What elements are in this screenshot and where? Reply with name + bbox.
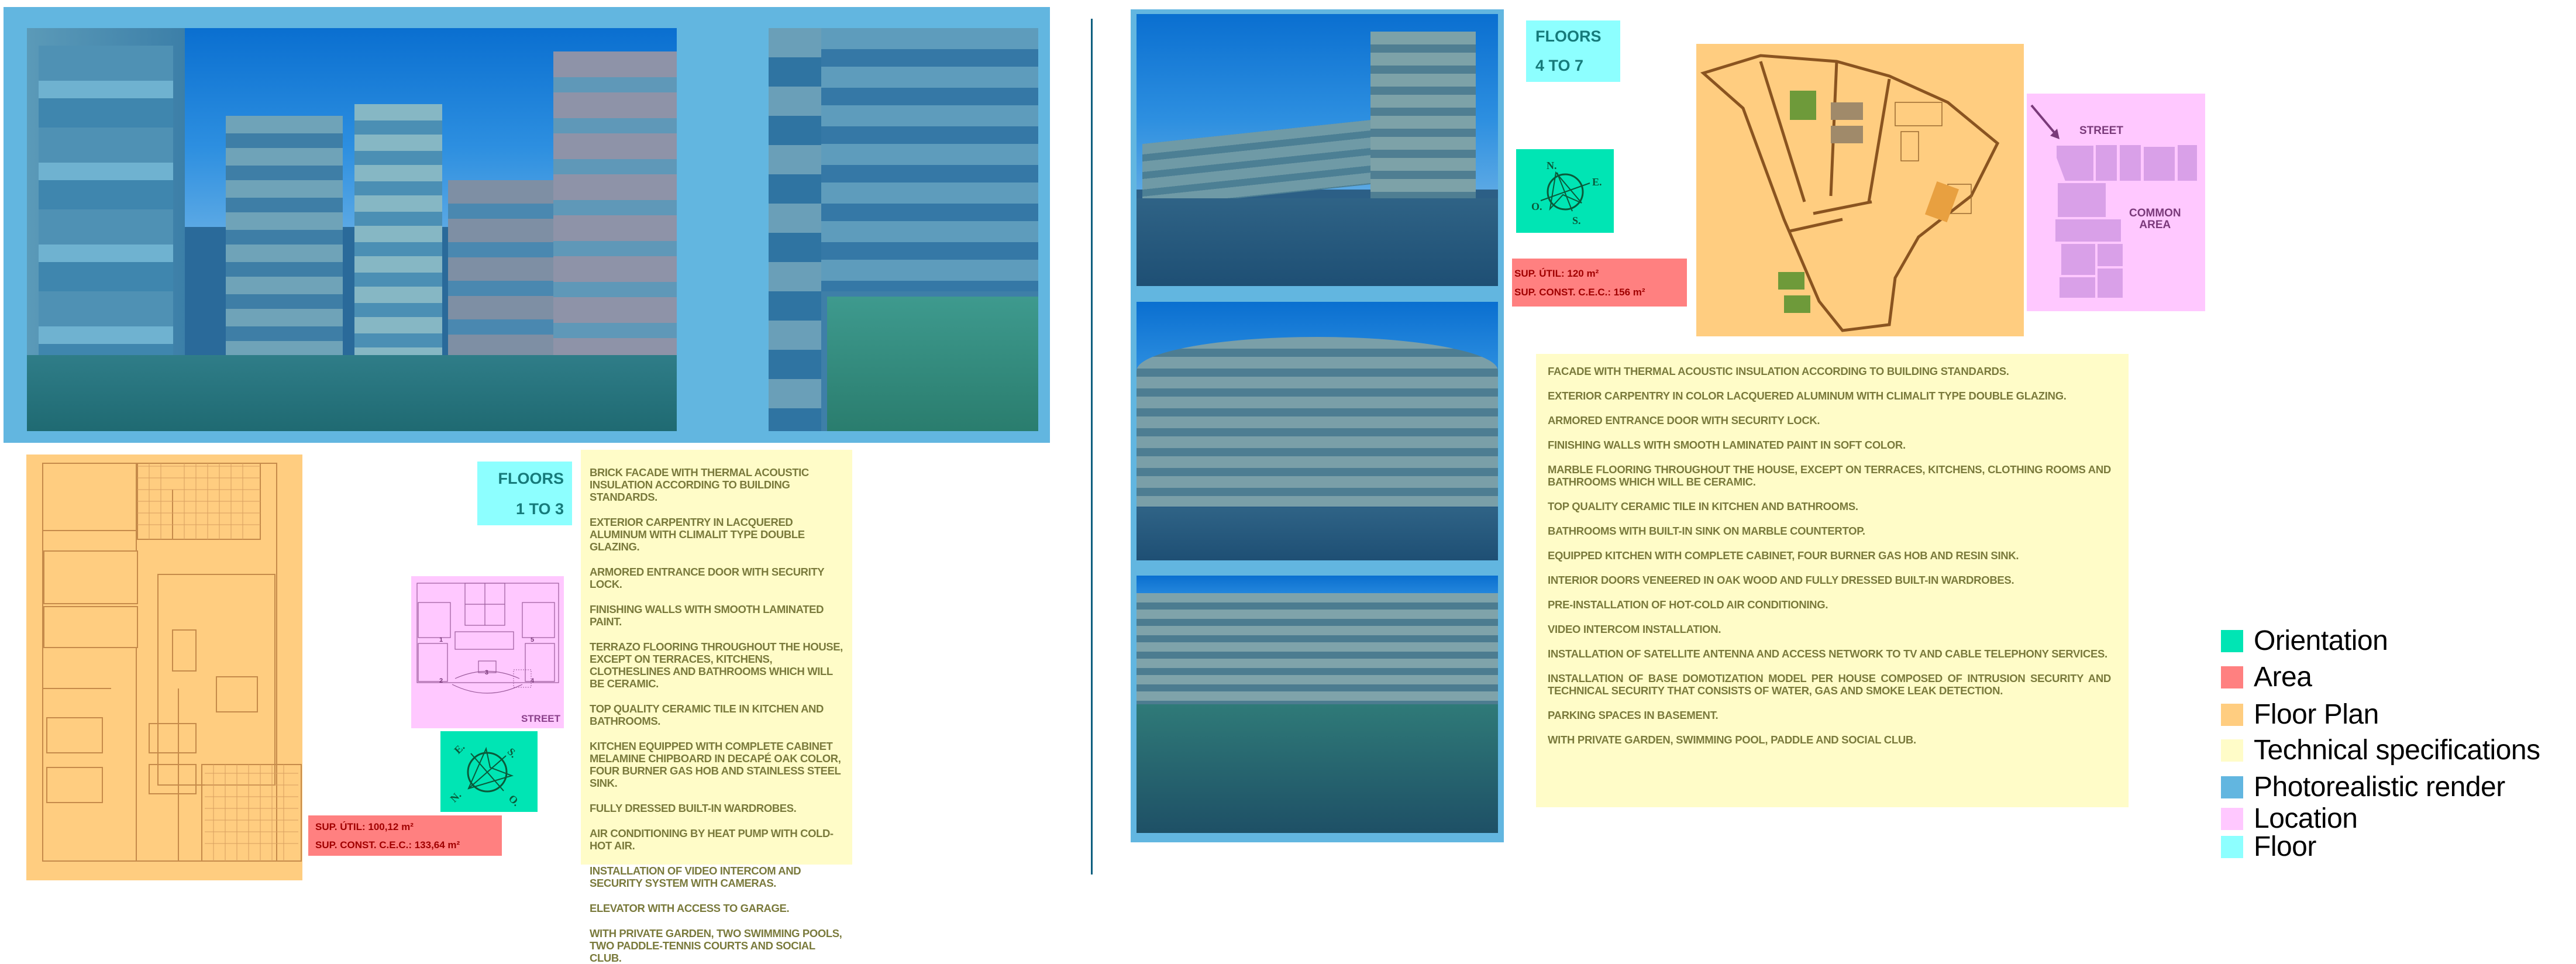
legend-label: Photorealistic render [2254, 772, 2505, 803]
floor-plan-drawing [1696, 44, 2024, 336]
legend-swatch-location [2221, 808, 2243, 830]
compass-label-o: O. [1531, 201, 1542, 212]
legend-label: Location [2254, 803, 2358, 834]
compass-rose-icon [440, 731, 538, 812]
spec-item: TOP QUALITY CERAMIC TILE IN KITCHEN AND BATHROOMS. [590, 703, 824, 727]
useful-area: SUP. ÚTIL: 100,12 m² [315, 821, 414, 832]
spec-item: PARKING SPACES IN BASEMENT. [1548, 709, 1719, 721]
common-area-line2: AREA [2139, 219, 2171, 231]
courtyard-render-image [27, 28, 677, 431]
block-number-4: 4 [531, 677, 535, 684]
floor-label-range: 4 TO 7 [1535, 57, 1584, 74]
spec-item: WITH PRIVATE GARDEN, TWO SWIMMING POOLS, TWO PADDLE-TENNIS COURTS AND SOCIAL CLUB. [590, 927, 842, 964]
area-box-floors-4-7 [1512, 259, 1687, 307]
spec-item: INSTALLATION OF BASE DOMOTIZATION MODEL PER HOUSE COMPOSED OF INTRUSION SECURITY AND TECHNICAL SECURITY THAT CONSISTS OF WATER, GAS AND SMOKE LEAK DETECTION. [1548, 672, 2111, 697]
spec-item: EQUIPPED KITCHEN WITH COMPLETE CABINET, FOUR BURNER GAS HOB AND RESIN SINK. [1548, 549, 2019, 562]
compass-label-s: S. [505, 745, 520, 760]
legend-item-location [2221, 803, 2357, 835]
legend-label: Technical specifications [2254, 735, 2540, 766]
spec-item: VIDEO INTERCOM INSTALLATION. [1548, 623, 1721, 635]
useful-area: SUP. ÚTIL: 120 m² [1514, 268, 1599, 279]
built-area: SUP. CONST. C.E.C.: 156 m² [1514, 287, 1645, 298]
floor-plan-floors-4-7 [1696, 44, 2024, 336]
legend-item-technical-specifications [2221, 734, 2540, 766]
spec-item: TERRAZO FLOORING THROUGHOUT THE HOUSE, EXCEPT ON TERRACES, KITCHENS, CLOTHESLINES AND BATHROOMS WHICH WILL BE CERAMIC. [590, 641, 843, 690]
spec-item: FACADE WITH THERMAL ACOUSTIC INSULATION ACCORDING TO BUILDING STANDARDS. [1548, 365, 2009, 377]
floor-label-range: 1 TO 3 [515, 500, 564, 518]
legend-item-floor-plan [2221, 698, 2379, 731]
legend-item-orientation [2221, 625, 2388, 657]
spec-item: AIR CONDITIONING BY HEAT PUMP WITH COLD-HOT AIR. [590, 827, 834, 852]
legend-label: Floor Plan [2254, 699, 2379, 730]
floor-label-1-3 [477, 462, 572, 525]
legend-swatch-area [2221, 666, 2243, 688]
legend-label: Area [2254, 662, 2312, 693]
spec-item: INSTALLATION OF SATELLITE ANTENNA AND ACCESS NETWORK TO TV AND CABLE TELEPHONY SERVICES. [1548, 648, 2107, 660]
pool-render-image [769, 28, 1038, 431]
block-number-5: 5 [531, 636, 535, 643]
orientation-compass-floors-1-3 [440, 731, 538, 812]
area-box-floors-1-3 [308, 815, 502, 856]
left-render-panel [4, 7, 1050, 443]
spec-item: PRE-INSTALLATION OF HOT-COLD AIR CONDITIONING. [1548, 598, 1828, 611]
street-arrow-icon [2031, 105, 2056, 135]
compass-label-n: N. [1547, 160, 1557, 171]
built-area: SUP. CONST. C.E.C.: 133,64 m² [315, 839, 460, 851]
right-render-panel [1131, 9, 1504, 842]
compass-rose-icon [1516, 149, 1614, 233]
floor-label-title: FLOORS [1535, 27, 1602, 45]
street-label: STREET [521, 713, 560, 724]
spec-item: EXTERIOR CARPENTRY IN COLOR LACQUERED ALUMINUM WITH CLIMALIT TYPE DOUBLE GLAZING. [1548, 390, 2067, 402]
spec-item: WITH PRIVATE GARDEN, SWIMMING POOL, PADDLE AND SOCIAL CLUB. [1548, 734, 1916, 746]
technical-specifications-floors-4-7 [1536, 354, 2129, 807]
compass-label-e: E. [452, 741, 467, 756]
spec-item: BRICK FACADE WITH THERMAL ACOUSTIC INSULATION ACCORDING TO BUILDING STANDARDS. [590, 466, 809, 503]
common-area-label [2129, 208, 2181, 231]
sheet-divider [1091, 19, 1093, 875]
floor-label-title: FLOORS [498, 470, 564, 487]
spec-item: INSTALLATION OF VIDEO INTERCOM AND SECURITY SYSTEM WITH CAMERAS. [590, 865, 801, 889]
legend-swatch-orientation [2221, 630, 2243, 652]
spec-item: FINISHING WALLS WITH SMOOTH LAMINATED PAINT IN SOFT COLOR. [1548, 439, 1906, 451]
spec-item: MARBLE FLOORING THROUGHOUT THE HOUSE, EXCEPT ON TERRACES, KITCHENS, CLOTHING ROOMS AND BATHROOMS WHICH WILL BE CERAMIC. [1548, 463, 2111, 488]
legend-item-photorealistic-render [2221, 771, 2505, 803]
spec-item: TOP QUALITY CERAMIC TILE IN KITCHEN AND BATHROOMS. [1548, 500, 1858, 512]
spec-item: ELEVATOR WITH ACCESS TO GARAGE. [590, 902, 790, 914]
compass-label-n: N. [447, 789, 464, 805]
street-corner-render-image [1137, 14, 1498, 286]
spec-item: KITCHEN EQUIPPED WITH COMPLETE CABINET MELAMINE CHIPBOARD IN DECAPÉ OAK COLOR, FOUR BURNER GAS HOB AND STAINLESS STEEL SINK. [590, 740, 841, 789]
spec-item: FINISHING WALLS WITH SMOOTH LAMINATED PAINT. [590, 603, 824, 628]
spec-item: ARMORED ENTRANCE DOOR WITH SECURITY LOCK. [1548, 414, 1820, 426]
block-number-3: 3 [485, 669, 489, 676]
spec-item: ARMORED ENTRANCE DOOR WITH SECURITY LOCK. [590, 566, 824, 590]
orientation-compass-floors-4-7 [1516, 149, 1614, 233]
legend-item-area [2221, 661, 2312, 693]
technical-specifications-floors-1-3 [581, 450, 852, 964]
floor-plan-floors-1-3 [26, 455, 302, 880]
spec-item: EXTERIOR CARPENTRY IN LACQUERED ALUMINUM WITH CLIMALIT TYPE DOUBLE GLAZING. [590, 516, 805, 553]
legend-swatch-photorealistic-render [2221, 776, 2243, 798]
legend-item-floor [2221, 831, 2316, 863]
legend-swatch-floor-plan [2221, 704, 2243, 726]
legend-label: Orientation [2254, 625, 2388, 656]
compass-label-o: O. [506, 792, 522, 808]
curved-facade-render-image [1137, 302, 1498, 560]
street-label: STREET [2079, 125, 2123, 137]
legend-swatch-technical-specifications [2221, 739, 2243, 762]
garden-pool-render-image [1137, 576, 1498, 833]
spec-item: BATHROOMS WITH BUILT-IN SINK ON MARBLE COUNTERTOP. [1548, 525, 1865, 537]
block-number-2: 2 [439, 677, 443, 684]
location-map-floors-4-7 [2027, 94, 2205, 311]
legend-label: Floor [2254, 831, 2316, 862]
spec-item: FULLY DRESSED BUILT-IN WARDROBES. [590, 802, 797, 814]
common-area-line1: COMMON [2129, 207, 2181, 219]
compass-label-s: S. [1572, 215, 1581, 226]
site-plan-drawing [411, 576, 564, 728]
floor-label-4-7 [1526, 20, 1620, 82]
spec-item: INTERIOR DOORS VENEERED IN OAK WOOD AND FULLY DRESSED BUILT-IN WARDROBES. [1548, 574, 2014, 586]
location-map-floors-1-3 [411, 576, 564, 728]
compass-label-e: E. [1592, 176, 1602, 188]
block-number-1: 1 [439, 636, 443, 643]
legend-swatch-floor [2221, 836, 2243, 858]
floor-plan-drawing [26, 455, 302, 880]
